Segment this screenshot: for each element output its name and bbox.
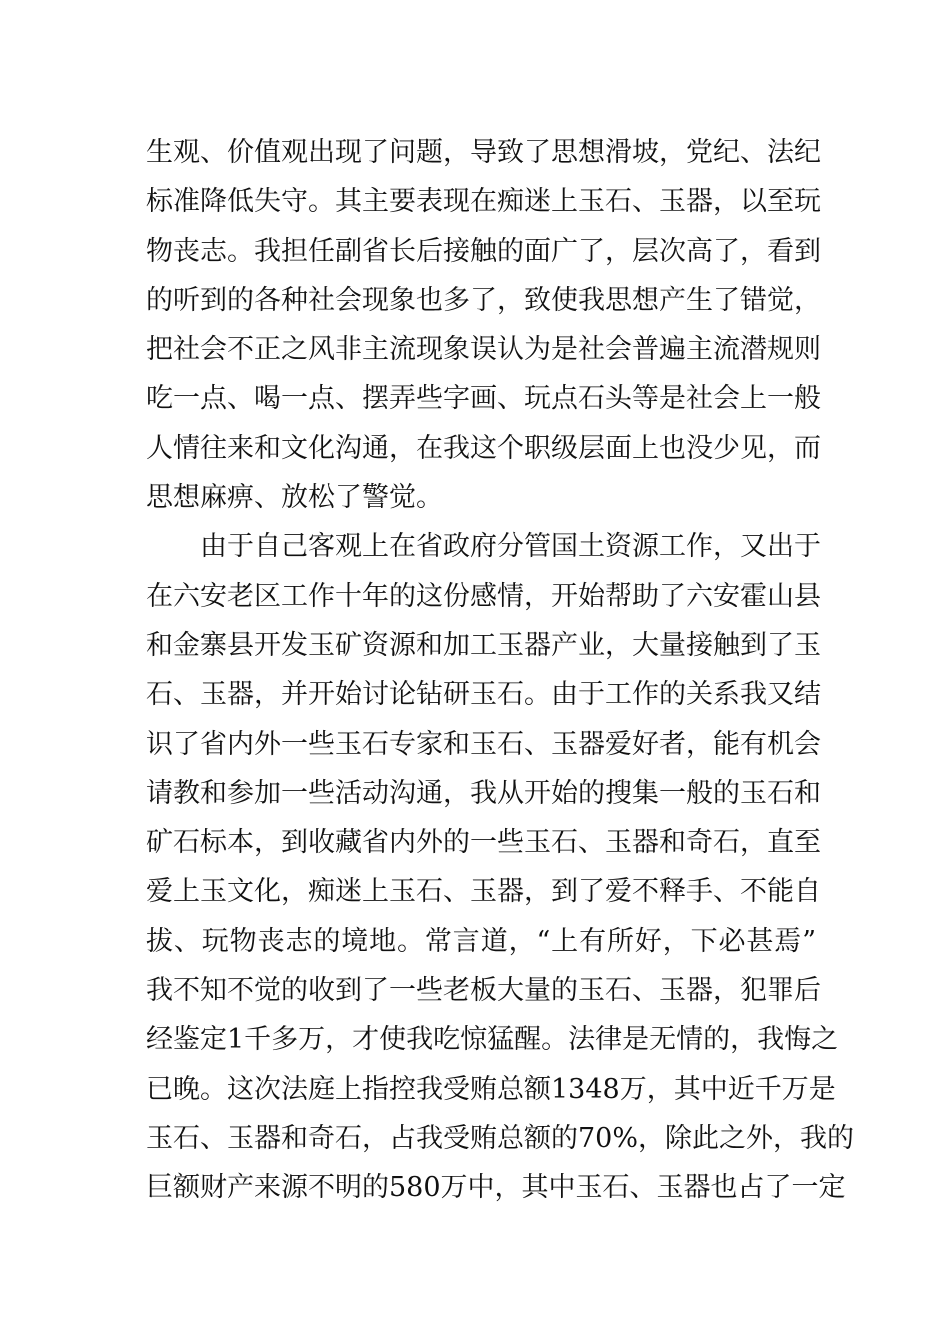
text-line: 经鉴定1千多万，才使我吃惊猛醒。法律是无情的，我悔之 [146,1024,839,1056]
text-line: 由于自己客观上在省政府分管国土资源工作，又出于 [200,531,821,563]
text-line: 的听到的各种社会现象也多了，致使我思想产生了错觉， [146,284,821,316]
text-line: 人情往来和文化沟通，在我这个职级层面上也没少见，而 [146,432,821,464]
text-line: 请教和参加一些活动沟通，我从开始的搜集一般的玉石和 [146,777,821,809]
paragraph-2 [146,522,855,1212]
text-line: 生观、价值观出现了问题，导致了思想滑坡，党纪、法纪 [146,137,821,168]
text-line: 我不知不觉的收到了一些老板大量的玉石、玉器，犯罪后 [146,975,821,1007]
text-line: 爱上玉文化，痴迷上玉石、玉器，到了爱不释手、不能自 [146,876,821,908]
text-line: 已晚。这次法庭上指控我受贿总额1348万，其中近千万是 [146,1073,836,1105]
paragraph-1 [146,128,821,522]
text-line: 标准降低失守。其主要表现在痴迷上玉石、玉器，以至玩 [146,186,821,218]
document-body [146,128,855,1213]
text-line: 吃一点、喝一点、摆弄些字画、玩点石头等是社会上一般 [146,383,821,415]
text-line: 巨额财产来源不明的580万中，其中玉石、玉器也占了一定 [146,1172,846,1204]
text-line: 和金寨县开发玉矿资源和加工玉器产业，大量接触到了玉 [146,629,821,661]
text-line: 物丧志。我担任副省长后接触的面广了，层次高了，看到 [146,235,821,267]
text-line: 思想麻痹、放松了警觉。 [146,482,443,514]
text-line: 玉石、玉器和奇石，占我受贿总额的70%，除此之外，我的 [146,1122,855,1154]
text-line: 在六安老区工作十年的这份感情，开始帮助了六安霍山县 [146,580,821,612]
text-line: 识了省内外一些玉石专家和玉石、玉器爱好者，能有机会 [146,728,821,760]
text-line: 矿石标本，到收藏省内外的一些玉石、玉器和奇石，直至 [146,827,821,859]
text-line: 把社会不正之风非主流现象误认为是社会普遍主流潜规则 [146,334,821,366]
text-line: 石、玉器，并开始讨论钻研玉石。由于工作的关系我又结 [146,679,821,711]
text-line: 拔、玩物丧志的境地。常言道，“上有所好，下必甚焉” [146,925,816,957]
